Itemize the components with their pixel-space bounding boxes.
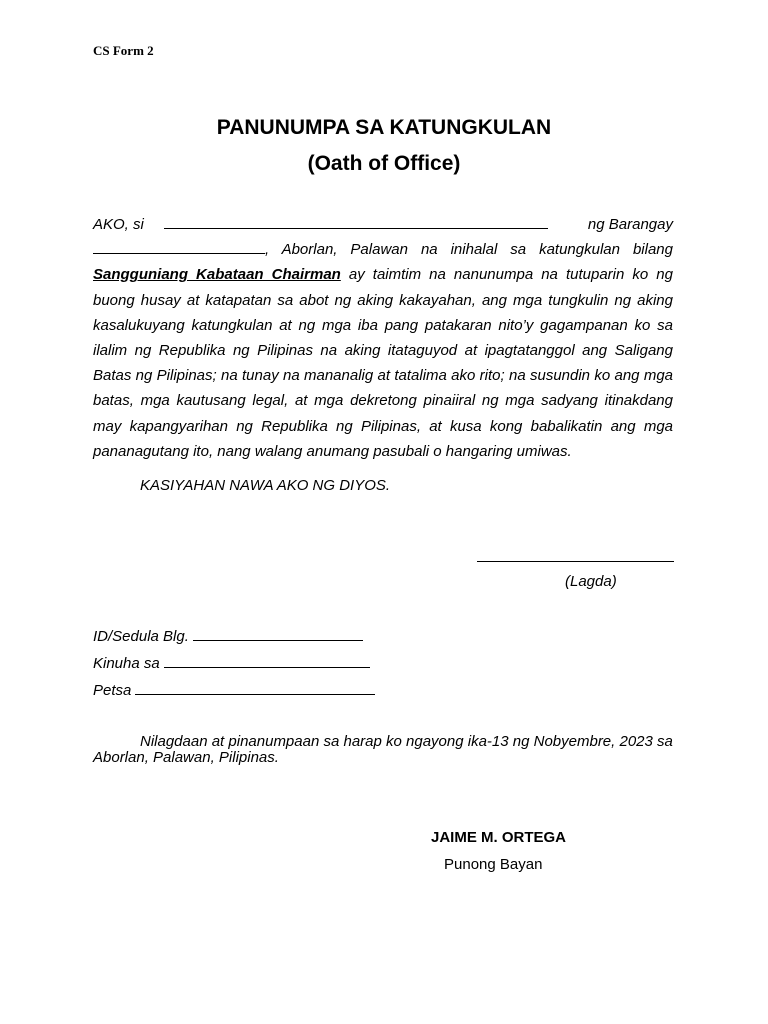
barangay-blank[interactable] [93, 239, 265, 254]
position-title: Sangguniang Kabataan Chairman [93, 266, 341, 284]
date-label: Petsa [93, 682, 132, 699]
closing-statement: KASIYAHAN NAWA AKO NG DIYOS. [140, 477, 391, 494]
document-subtitle: (Oath of Office) [307, 152, 461, 175]
issued-at-label: Kinuha sa [93, 655, 160, 672]
document-title: PANUNUMPA SA KATUNGKULAN [216, 116, 552, 139]
issued-at-field [93, 653, 370, 672]
signature-label: (Lagda) [565, 573, 617, 590]
jurat-text: Nilagdaan at pinanumpaan sa harap ko ngayong ika-13 ng Nobyembre, 2023 sa Aborlan, Palawan, Pilipinas. [93, 733, 673, 766]
oath-text-main: ay taimtim na nanunumpa na tutuparin ko ng buong husay at katapatan sa abot ng aking kakayahan, ang mga tungkulin ng aking kasalukuyang katungkulan at ng mga iba pang patakaran nito’y gagampanan ko sa ilalim ng Republika ng Pilipinas na aking itataguyod at ipagtatanggol ang Saligang Batas ng Pilipinas; na tunay na mananalig at tatalima ako rito; na susundin ko ang mga batas, mga kautusang legal, at mga dekretong pinaiiral ng mga sadyang itinakdang may kapangyarihan ng Republika ng Pilipinas, at kusa kong babalikatin ang mga pananagutang ito, nang walang anumang pasubali o hangaring umiwas. [93, 266, 673, 460]
oath-paragraph [93, 212, 673, 464]
name-blank[interactable] [164, 214, 548, 229]
signature-line[interactable] [477, 561, 674, 562]
date-field [93, 680, 375, 699]
form-code: CS Form 2 [93, 43, 154, 58]
barangay-label: ng Barangay [587, 216, 673, 233]
oath-body [93, 237, 673, 464]
id-field [93, 626, 363, 645]
officer-name: JAIME M. ORTEGA [431, 829, 567, 846]
oath-text-after-barangay: , Aborlan, Palawan na inihalal sa katungkulan bilang [265, 241, 673, 259]
oath-lead: AKO, si [93, 216, 144, 233]
id-blank[interactable] [193, 626, 363, 641]
id-label: ID/Sedula Blg. [93, 628, 189, 645]
officer-title: Punong Bayan [444, 856, 543, 873]
issued-at-blank[interactable] [164, 653, 370, 668]
date-blank[interactable] [135, 680, 375, 695]
oath-first-line [93, 212, 673, 237]
